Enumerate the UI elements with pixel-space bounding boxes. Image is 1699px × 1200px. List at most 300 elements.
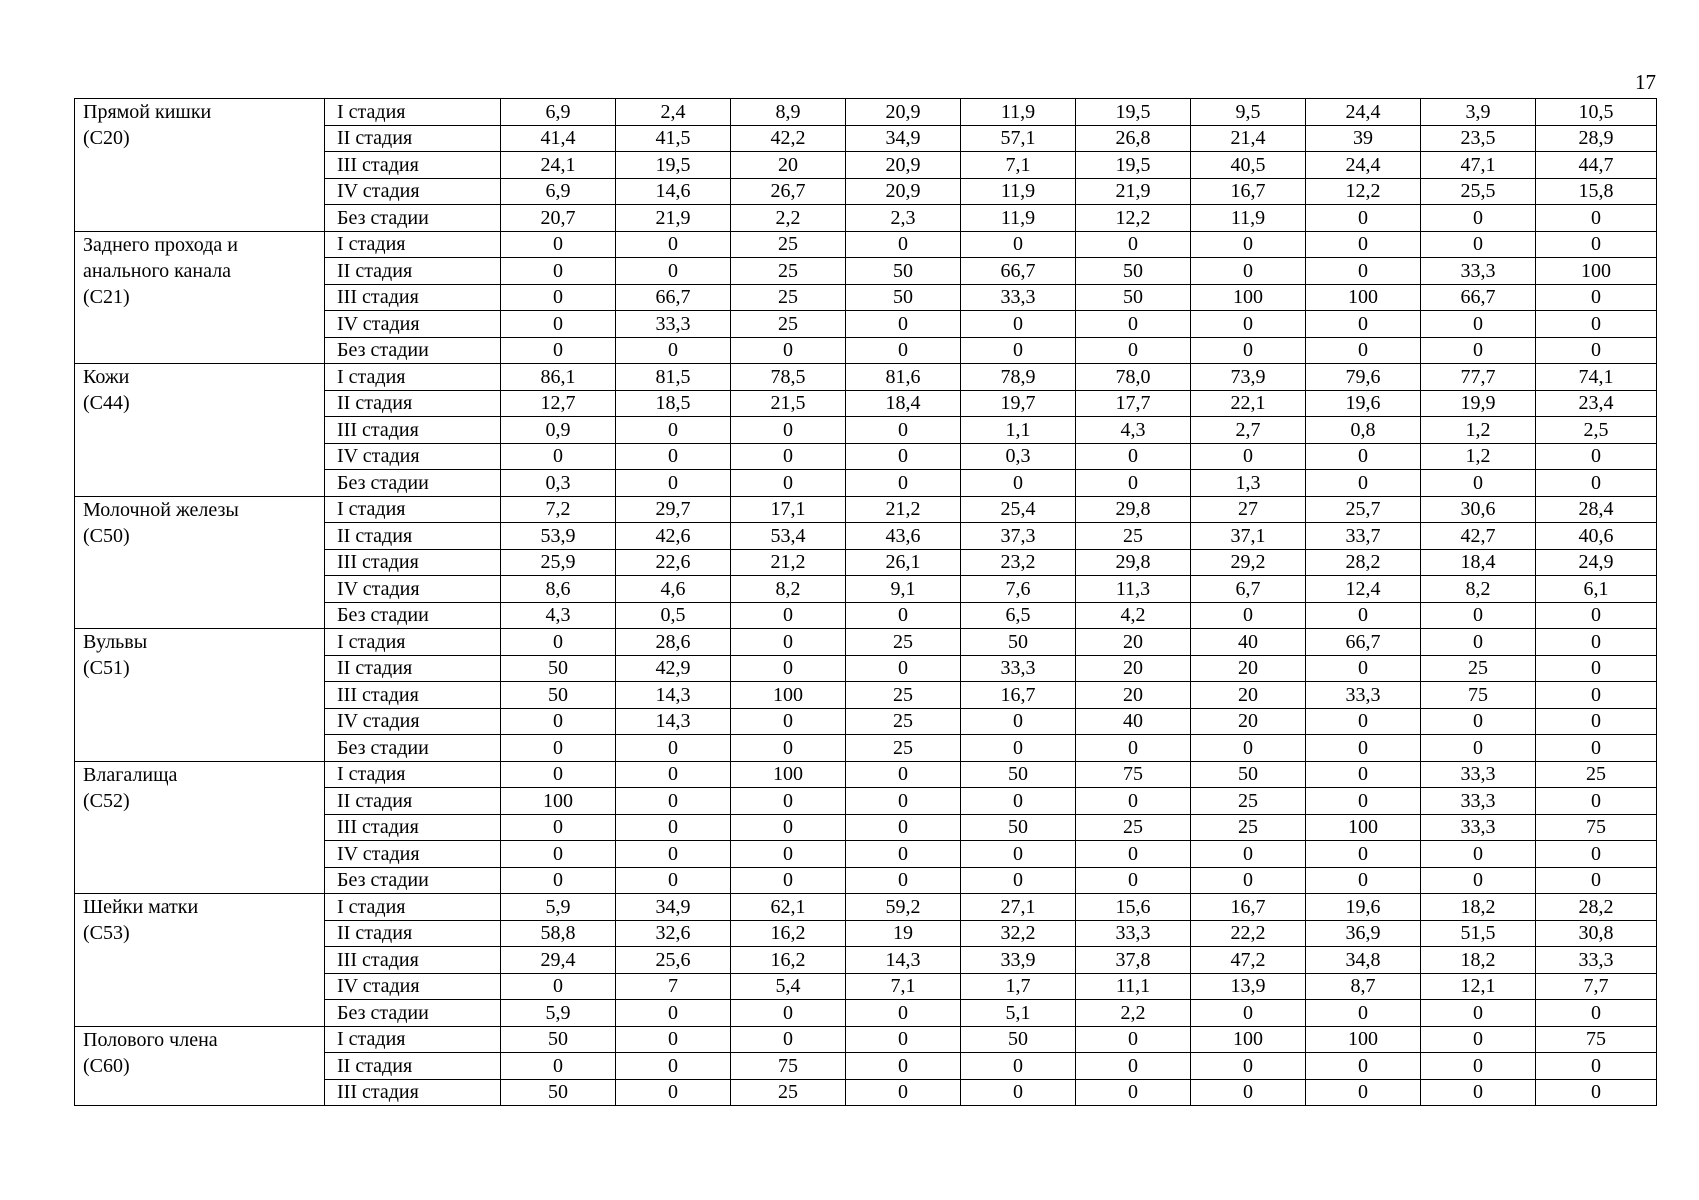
- value-cell: 25: [1191, 814, 1306, 841]
- value-cell: 8,2: [1421, 576, 1536, 603]
- value-cell: 25,6: [616, 947, 731, 974]
- value-cell: 73,9: [1191, 364, 1306, 391]
- stage-cell: Без стадии: [325, 470, 501, 497]
- value-cell: 16,2: [731, 947, 846, 974]
- value-cell: 0: [1421, 1079, 1536, 1106]
- site-label-line: Прямой кишки: [83, 101, 212, 123]
- value-cell: 42,2: [731, 125, 846, 152]
- value-cell: 8,9: [731, 99, 846, 126]
- value-cell: 53,4: [731, 523, 846, 550]
- value-cell: 0: [616, 231, 731, 258]
- value-cell: 33,3: [1421, 788, 1536, 815]
- value-cell: 1,2: [1421, 443, 1536, 470]
- value-cell: 20: [1191, 655, 1306, 682]
- value-cell: 25,5: [1421, 178, 1536, 205]
- value-cell: 20: [1191, 708, 1306, 735]
- site-cell: [75, 364, 325, 497]
- value-cell: 0: [846, 761, 961, 788]
- value-cell: 0: [1076, 470, 1191, 497]
- value-cell: 11,9: [961, 99, 1076, 126]
- value-cell: 0: [1421, 311, 1536, 338]
- value-cell: 0: [846, 337, 961, 364]
- value-cell: 17,1: [731, 496, 846, 523]
- value-cell: 0: [1306, 1053, 1421, 1080]
- value-cell: 0: [1306, 443, 1421, 470]
- site-label-line: (С21): [83, 285, 130, 308]
- value-cell: 7,2: [501, 496, 616, 523]
- value-cell: 0: [961, 1079, 1076, 1106]
- value-cell: 32,2: [961, 920, 1076, 947]
- page-number: 17: [1635, 70, 1656, 94]
- site-label-line: (С44): [83, 392, 130, 414]
- value-cell: 22,1: [1191, 390, 1306, 417]
- value-cell: 2,2: [731, 205, 846, 232]
- value-cell: 0: [501, 708, 616, 735]
- value-cell: 25: [1076, 523, 1191, 550]
- table-row: [75, 99, 1657, 126]
- value-cell: 0: [731, 1026, 846, 1053]
- value-cell: 47,2: [1191, 947, 1306, 974]
- value-cell: 0: [1076, 443, 1191, 470]
- value-cell: 19: [846, 920, 961, 947]
- stage-cell: IV стадия: [325, 576, 501, 603]
- value-cell: 21,5: [731, 390, 846, 417]
- value-cell: 36,9: [1306, 920, 1421, 947]
- value-cell: 0: [1421, 1053, 1536, 1080]
- value-cell: 0: [731, 735, 846, 762]
- value-cell: 5,9: [501, 894, 616, 921]
- value-cell: 0: [1191, 841, 1306, 868]
- value-cell: 0: [1536, 470, 1657, 497]
- value-cell: 0: [961, 1053, 1076, 1080]
- stage-cell: III стадия: [325, 284, 501, 311]
- value-cell: 0: [1306, 470, 1421, 497]
- value-cell: 0: [1076, 788, 1191, 815]
- value-cell: 0: [731, 814, 846, 841]
- value-cell: 0: [1191, 1053, 1306, 1080]
- value-cell: 50: [501, 655, 616, 682]
- value-cell: 0: [731, 841, 846, 868]
- value-cell: 0: [1076, 231, 1191, 258]
- value-cell: 12,4: [1306, 576, 1421, 603]
- value-cell: 0: [1076, 311, 1191, 338]
- value-cell: 19,5: [616, 152, 731, 179]
- value-cell: 50: [1076, 258, 1191, 285]
- value-cell: 9,5: [1191, 99, 1306, 126]
- value-cell: 0: [731, 708, 846, 735]
- value-cell: 0: [501, 867, 616, 894]
- value-cell: 9,1: [846, 576, 961, 603]
- value-cell: 0: [1536, 708, 1657, 735]
- value-cell: 0: [1306, 735, 1421, 762]
- stage-cell: Без стадии: [325, 337, 501, 364]
- value-cell: 78,5: [731, 364, 846, 391]
- value-cell: 0: [616, 1026, 731, 1053]
- value-cell: 11,1: [1076, 973, 1191, 1000]
- value-cell: 12,2: [1306, 178, 1421, 205]
- value-cell: 0: [1536, 284, 1657, 311]
- value-cell: 17,7: [1076, 390, 1191, 417]
- stage-cell: III стадия: [325, 549, 501, 576]
- value-cell: 0: [1421, 470, 1536, 497]
- site-cell: [75, 629, 325, 762]
- value-cell: 14,3: [846, 947, 961, 974]
- value-cell: 29,2: [1191, 549, 1306, 576]
- value-cell: 0,5: [616, 602, 731, 629]
- value-cell: 100: [1536, 258, 1657, 285]
- value-cell: 24,4: [1306, 152, 1421, 179]
- stage-cell: IV стадия: [325, 178, 501, 205]
- value-cell: 66,7: [961, 258, 1076, 285]
- value-cell: 14,6: [616, 178, 731, 205]
- value-cell: 25,7: [1306, 496, 1421, 523]
- value-cell: 78,0: [1076, 364, 1191, 391]
- value-cell: 0: [961, 231, 1076, 258]
- site-label-line: (С50): [83, 524, 130, 547]
- value-cell: 42,7: [1421, 523, 1536, 550]
- value-cell: 59,2: [846, 894, 961, 921]
- value-cell: 0: [1076, 841, 1191, 868]
- value-cell: 29,8: [1076, 496, 1191, 523]
- value-cell: 0: [846, 1053, 961, 1080]
- value-cell: 50: [846, 258, 961, 285]
- value-cell: 32,6: [616, 920, 731, 947]
- value-cell: 25: [846, 629, 961, 656]
- value-cell: 0: [616, 867, 731, 894]
- value-cell: 0: [1076, 867, 1191, 894]
- value-cell: 42,6: [616, 523, 731, 550]
- value-cell: 0: [731, 1000, 846, 1027]
- value-cell: 75: [731, 1053, 846, 1080]
- value-cell: 4,2: [1076, 602, 1191, 629]
- site-label-line: Заднего прохода и: [83, 233, 238, 256]
- value-cell: 0: [1421, 735, 1536, 762]
- value-cell: 0: [501, 231, 616, 258]
- value-cell: 40: [1076, 708, 1191, 735]
- value-cell: 0: [846, 814, 961, 841]
- value-cell: 0: [731, 470, 846, 497]
- value-cell: 77,7: [1421, 364, 1536, 391]
- value-cell: 34,8: [1306, 947, 1421, 974]
- value-cell: 43,6: [846, 523, 961, 550]
- value-cell: 1,7: [961, 973, 1076, 1000]
- site-label-line: (С51): [83, 657, 130, 679]
- value-cell: 37,3: [961, 523, 1076, 550]
- value-cell: 0: [501, 841, 616, 868]
- value-cell: 26,7: [731, 178, 846, 205]
- value-cell: 0: [846, 231, 961, 258]
- value-cell: 0: [731, 629, 846, 656]
- value-cell: 0: [846, 311, 961, 338]
- stage-cell: I стадия: [325, 364, 501, 391]
- value-cell: 25: [1536, 761, 1657, 788]
- value-cell: 0: [501, 973, 616, 1000]
- value-cell: 50: [961, 629, 1076, 656]
- stage-distribution-table: [74, 98, 1657, 1106]
- value-cell: 6,9: [501, 178, 616, 205]
- value-cell: 18,2: [1421, 947, 1536, 974]
- stage-cell: III стадия: [325, 814, 501, 841]
- value-cell: 0: [961, 337, 1076, 364]
- value-cell: 8,2: [731, 576, 846, 603]
- value-cell: 0: [961, 867, 1076, 894]
- value-cell: 2,4: [616, 99, 731, 126]
- value-cell: 0: [1191, 231, 1306, 258]
- value-cell: 0: [616, 1000, 731, 1027]
- value-cell: 1,3: [1191, 470, 1306, 497]
- value-cell: 0: [1191, 443, 1306, 470]
- value-cell: 0: [1306, 655, 1421, 682]
- value-cell: 40,6: [1536, 523, 1657, 550]
- value-cell: 0: [1536, 682, 1657, 709]
- value-cell: 24,9: [1536, 549, 1657, 576]
- value-cell: 11,9: [1191, 205, 1306, 232]
- value-cell: 2,7: [1191, 417, 1306, 444]
- value-cell: 0: [846, 1000, 961, 1027]
- value-cell: 23,4: [1536, 390, 1657, 417]
- site-cell: [75, 761, 325, 894]
- value-cell: 25: [731, 284, 846, 311]
- value-cell: 15,8: [1536, 178, 1657, 205]
- value-cell: 2,3: [846, 205, 961, 232]
- value-cell: 26,1: [846, 549, 961, 576]
- value-cell: 53,9: [501, 523, 616, 550]
- value-cell: 0: [1306, 1000, 1421, 1027]
- value-cell: 28,2: [1536, 894, 1657, 921]
- value-cell: 100: [731, 682, 846, 709]
- site-label-line: (С20): [83, 127, 130, 149]
- value-cell: 41,5: [616, 125, 731, 152]
- value-cell: 7,1: [961, 152, 1076, 179]
- value-cell: 33,9: [961, 947, 1076, 974]
- value-cell: 5,9: [501, 1000, 616, 1027]
- value-cell: 16,7: [961, 682, 1076, 709]
- value-cell: 6,7: [1191, 576, 1306, 603]
- value-cell: 7,6: [961, 576, 1076, 603]
- value-cell: 0: [1536, 867, 1657, 894]
- value-cell: 100: [731, 761, 846, 788]
- value-cell: 21,9: [1076, 178, 1191, 205]
- value-cell: 4,3: [1076, 417, 1191, 444]
- value-cell: 21,2: [731, 549, 846, 576]
- value-cell: 0: [731, 655, 846, 682]
- value-cell: 0: [1536, 1053, 1657, 1080]
- value-cell: 0: [1076, 1079, 1191, 1106]
- table-row: [75, 364, 1657, 391]
- value-cell: 0: [501, 761, 616, 788]
- value-cell: 11,9: [961, 178, 1076, 205]
- value-cell: 29,8: [1076, 549, 1191, 576]
- value-cell: 18,5: [616, 390, 731, 417]
- value-cell: 30,8: [1536, 920, 1657, 947]
- value-cell: 0,3: [961, 443, 1076, 470]
- value-cell: 14,3: [616, 682, 731, 709]
- value-cell: 0: [846, 788, 961, 815]
- value-cell: 37,8: [1076, 947, 1191, 974]
- value-cell: 0: [846, 417, 961, 444]
- value-cell: 0: [1421, 1026, 1536, 1053]
- value-cell: 7: [616, 973, 731, 1000]
- stage-cell: I стадия: [325, 894, 501, 921]
- value-cell: 25,4: [961, 496, 1076, 523]
- value-cell: 0: [1306, 867, 1421, 894]
- stage-cell: II стадия: [325, 258, 501, 285]
- value-cell: 0: [1306, 841, 1421, 868]
- value-cell: 1,2: [1421, 417, 1536, 444]
- stage-cell: IV стадия: [325, 311, 501, 338]
- value-cell: 0: [1076, 1053, 1191, 1080]
- value-cell: 3,9: [1421, 99, 1536, 126]
- table-row: [75, 496, 1657, 523]
- value-cell: 16,7: [1191, 178, 1306, 205]
- value-cell: 16,7: [1191, 894, 1306, 921]
- value-cell: 25: [846, 735, 961, 762]
- site-label-line: анального канала: [83, 259, 232, 282]
- stage-cell: II стадия: [325, 390, 501, 417]
- value-cell: 0: [1306, 337, 1421, 364]
- stage-cell: II стадия: [325, 920, 501, 947]
- value-cell: 100: [1306, 284, 1421, 311]
- value-cell: 50: [846, 284, 961, 311]
- value-cell: 21,2: [846, 496, 961, 523]
- value-cell: 7,7: [1536, 973, 1657, 1000]
- value-cell: 81,6: [846, 364, 961, 391]
- value-cell: 50: [1191, 761, 1306, 788]
- value-cell: 40,5: [1191, 152, 1306, 179]
- site-label-line: Молочной железы: [83, 498, 239, 521]
- value-cell: 0: [616, 788, 731, 815]
- value-cell: 20: [1076, 682, 1191, 709]
- value-cell: 19,9: [1421, 390, 1536, 417]
- value-cell: 23,5: [1421, 125, 1536, 152]
- value-cell: 0: [1306, 258, 1421, 285]
- value-cell: 0: [1421, 841, 1536, 868]
- value-cell: 33,3: [616, 311, 731, 338]
- value-cell: 0: [1536, 602, 1657, 629]
- value-cell: 0: [616, 1053, 731, 1080]
- stage-cell: I стадия: [325, 761, 501, 788]
- value-cell: 0: [846, 867, 961, 894]
- value-cell: 100: [1306, 814, 1421, 841]
- value-cell: 29,4: [501, 947, 616, 974]
- value-cell: 0: [1421, 337, 1536, 364]
- stage-cell: Без стадии: [325, 735, 501, 762]
- value-cell: 74,1: [1536, 364, 1657, 391]
- value-cell: 5,1: [961, 1000, 1076, 1027]
- value-cell: 0: [1421, 867, 1536, 894]
- value-cell: 0: [616, 735, 731, 762]
- stage-cell: IV стадия: [325, 841, 501, 868]
- value-cell: 0: [846, 602, 961, 629]
- value-cell: 0: [961, 788, 1076, 815]
- value-cell: 0: [1306, 1079, 1421, 1106]
- stage-cell: II стадия: [325, 1053, 501, 1080]
- value-cell: 50: [501, 682, 616, 709]
- stage-cell: II стадия: [325, 788, 501, 815]
- site-label-line: Влагалища: [83, 763, 178, 786]
- site-label-line: (С53): [83, 922, 130, 944]
- value-cell: 19,7: [961, 390, 1076, 417]
- value-cell: 0: [501, 443, 616, 470]
- stage-cell: Без стадии: [325, 867, 501, 894]
- stage-cell: IV стадия: [325, 443, 501, 470]
- value-cell: 0: [616, 258, 731, 285]
- value-cell: 0: [616, 417, 731, 444]
- site-label-line: Вульвы: [83, 631, 148, 653]
- value-cell: 50: [961, 761, 1076, 788]
- value-cell: 33,3: [1421, 258, 1536, 285]
- value-cell: 16,2: [731, 920, 846, 947]
- value-cell: 50: [501, 1026, 616, 1053]
- value-cell: 62,1: [731, 894, 846, 921]
- value-cell: 0: [731, 417, 846, 444]
- value-cell: 25: [731, 311, 846, 338]
- value-cell: 21,4: [1191, 125, 1306, 152]
- value-cell: 0: [501, 311, 616, 338]
- value-cell: 0: [616, 337, 731, 364]
- value-cell: 0: [1306, 231, 1421, 258]
- value-cell: 34,9: [616, 894, 731, 921]
- value-cell: 57,1: [961, 125, 1076, 152]
- value-cell: 0: [1306, 205, 1421, 232]
- stage-cell: I стадия: [325, 496, 501, 523]
- value-cell: 33,3: [1536, 947, 1657, 974]
- value-cell: 19,5: [1076, 99, 1191, 126]
- value-cell: 23,2: [961, 549, 1076, 576]
- value-cell: 0: [616, 814, 731, 841]
- value-cell: 0: [1191, 602, 1306, 629]
- value-cell: 0: [616, 1079, 731, 1106]
- value-cell: 0: [1191, 1000, 1306, 1027]
- value-cell: 0: [1306, 602, 1421, 629]
- value-cell: 12,1: [1421, 973, 1536, 1000]
- value-cell: 0: [1536, 655, 1657, 682]
- value-cell: 27: [1191, 496, 1306, 523]
- value-cell: 4,3: [501, 602, 616, 629]
- value-cell: 0: [1191, 258, 1306, 285]
- value-cell: 8,6: [501, 576, 616, 603]
- value-cell: 5,4: [731, 973, 846, 1000]
- value-cell: 25: [846, 708, 961, 735]
- stage-cell: II стадия: [325, 125, 501, 152]
- value-cell: 50: [1076, 284, 1191, 311]
- stage-cell: II стадия: [325, 523, 501, 550]
- value-cell: 0: [1536, 1079, 1657, 1106]
- value-cell: 20: [1076, 629, 1191, 656]
- value-cell: 15,6: [1076, 894, 1191, 921]
- value-cell: 20,9: [846, 99, 961, 126]
- value-cell: 24,4: [1306, 99, 1421, 126]
- value-cell: 6,9: [501, 99, 616, 126]
- value-cell: 75: [1421, 682, 1536, 709]
- value-cell: 33,3: [1421, 814, 1536, 841]
- value-cell: 0: [1421, 629, 1536, 656]
- value-cell: 50: [961, 814, 1076, 841]
- site-label-line: Кожи: [83, 366, 130, 388]
- value-cell: 0: [501, 337, 616, 364]
- value-cell: 18,4: [846, 390, 961, 417]
- value-cell: 19,6: [1306, 894, 1421, 921]
- value-cell: 19,5: [1076, 152, 1191, 179]
- stage-cell: I стадия: [325, 99, 501, 126]
- value-cell: 41,4: [501, 125, 616, 152]
- value-cell: 0: [501, 814, 616, 841]
- value-cell: 20,7: [501, 205, 616, 232]
- value-cell: 25: [1191, 788, 1306, 815]
- value-cell: 86,1: [501, 364, 616, 391]
- value-cell: 0: [731, 602, 846, 629]
- value-cell: 2,5: [1536, 417, 1657, 444]
